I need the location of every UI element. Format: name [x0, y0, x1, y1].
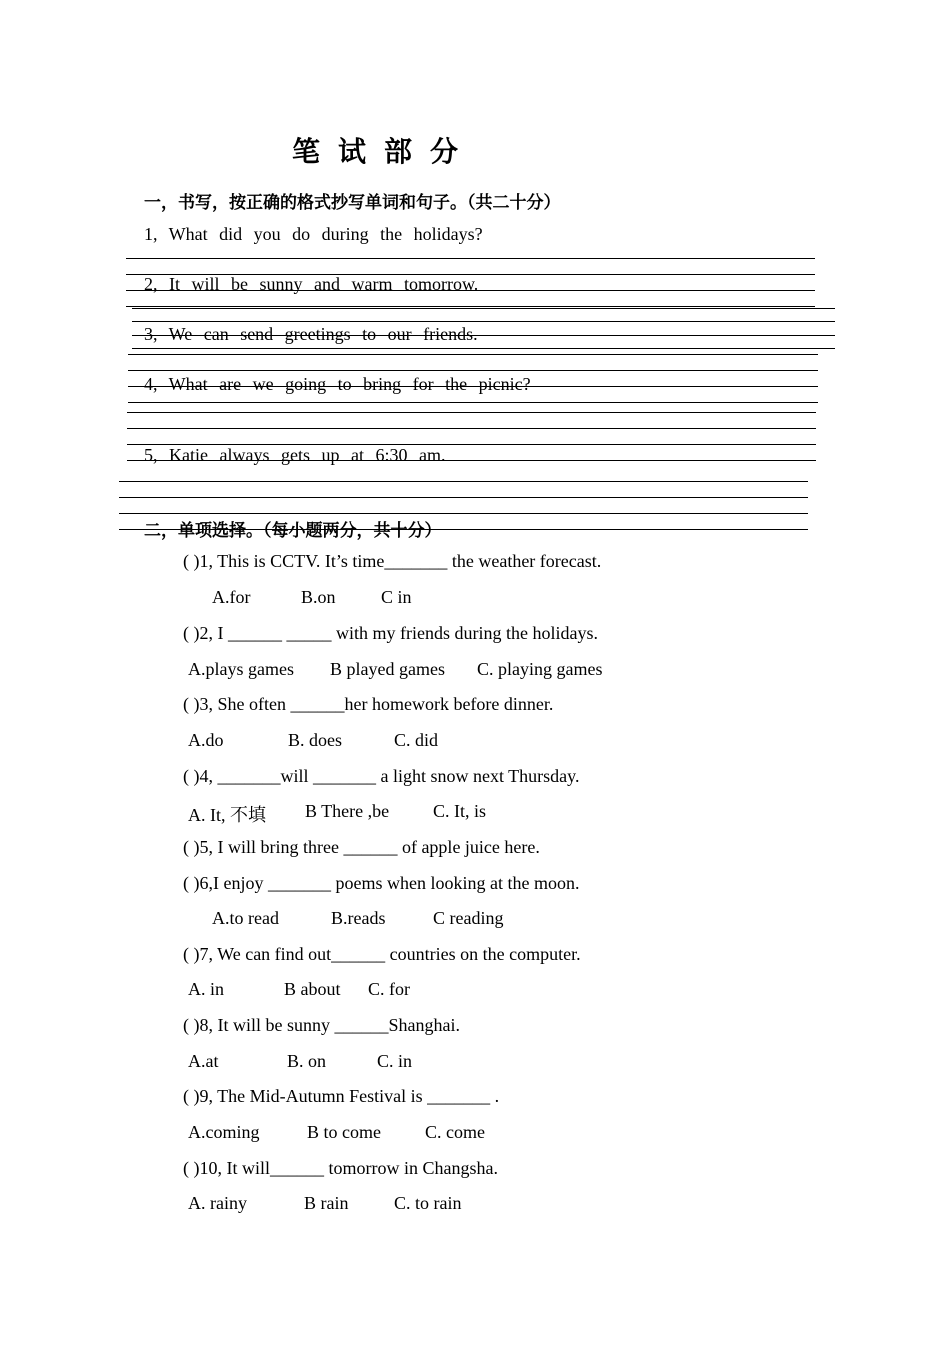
- q10-option-c: C. to rain: [394, 1193, 462, 1213]
- q8-option-b: B. on: [287, 1051, 327, 1071]
- question-4: ( )4, _______will _______ a light snow next Thursday.: [183, 766, 580, 786]
- writing-line: [128, 402, 818, 403]
- question-10: ( )10, It will______ tomorrow in Changsha.: [183, 1158, 498, 1178]
- writing-line: [126, 258, 815, 259]
- question-3: ( )3, She often ______her homework before dinner.: [183, 694, 554, 714]
- copy-sentence-3: 3, We can send greetings to our friends.: [144, 324, 478, 344]
- q1-option-c: C in: [381, 587, 412, 607]
- q9-option-c: C. come: [425, 1122, 485, 1142]
- question-5: ( )5, I will bring three ______ of apple juice here.: [183, 837, 540, 857]
- q3-option-a: A.do: [188, 730, 224, 750]
- q6-option-a: A.to read: [212, 908, 279, 928]
- q6-option-b: B.reads: [331, 908, 386, 928]
- writing-line: [119, 497, 808, 498]
- q2-option-a: A.plays games: [188, 659, 294, 679]
- q7-option-a: A. in: [188, 979, 224, 999]
- q2-option-b: B played games: [330, 659, 445, 679]
- writing-line: [119, 513, 808, 514]
- writing-line: [132, 348, 835, 349]
- q1-option-a: A.for: [212, 587, 251, 607]
- writing-line: [132, 308, 835, 309]
- question-9: ( )9, The Mid-Autumn Festival is _______ .: [183, 1086, 500, 1106]
- page-title: 笔试部分: [292, 135, 477, 168]
- q10-option-b: B rain: [304, 1193, 349, 1213]
- section1-heading: 一，书写，按正确的格式抄写单词和句子。（共二十分）: [144, 193, 561, 213]
- section2-heading: 二，单项选择。（每小题两分，共十分）: [144, 521, 442, 541]
- q9-option-a: A.coming: [188, 1122, 260, 1142]
- q8-option-a: A.at: [188, 1051, 219, 1071]
- writing-line: [128, 370, 818, 371]
- copy-sentence-1: 1, What did you do during the holidays?: [144, 224, 483, 244]
- copy-sentence-4: 4, What are we going to bring for the picnic?: [144, 374, 531, 394]
- writing-line: [126, 274, 815, 275]
- q3-option-c: C. did: [394, 730, 439, 750]
- q8-option-c: C. in: [377, 1051, 413, 1071]
- q4-option-c: C. It, is: [433, 801, 487, 821]
- writing-line: [128, 386, 818, 387]
- q2-option-c: C. playing games: [477, 659, 603, 679]
- writing-line: [132, 335, 835, 336]
- question-2: ( )2, I ______ _____ with my friends during the holidays.: [183, 623, 598, 643]
- question-1: ( )1, This is CCTV. It’s time_______ the weather forecast.: [183, 551, 602, 571]
- question-6: ( )6,I enjoy _______ poems when looking at the moon.: [183, 873, 580, 893]
- q7-option-c: C. for: [368, 979, 410, 999]
- writing-line: [126, 290, 815, 291]
- writing-line: [127, 412, 816, 413]
- q1-option-b: B.on: [301, 587, 336, 607]
- writing-line: [132, 321, 835, 322]
- writing-line: [119, 481, 808, 482]
- copy-sentence-2: 2, It will be sunny and warm tomorrow.: [144, 274, 479, 294]
- q3-option-b: B. does: [288, 730, 342, 750]
- q6-option-c: C reading: [433, 908, 504, 928]
- writing-line: [128, 354, 818, 355]
- copy-sentence-5: 5, Katie always gets up at 6:30 am.: [144, 445, 446, 465]
- q10-option-a: A. rainy: [188, 1193, 247, 1213]
- writing-line: [127, 428, 816, 429]
- question-7: ( )7, We can find out______ countries on the computer.: [183, 944, 581, 964]
- writing-line: [127, 444, 816, 445]
- q4-option-a: A. It, 不填: [188, 805, 266, 825]
- question-8: ( )8, It will be sunny ______Shanghai.: [183, 1015, 460, 1035]
- writing-line: [126, 306, 815, 307]
- writing-line: [127, 460, 816, 461]
- q7-option-b: B about: [284, 979, 341, 999]
- q4-option-b: B There ,be: [305, 801, 390, 821]
- q9-option-b: B to come: [307, 1122, 381, 1142]
